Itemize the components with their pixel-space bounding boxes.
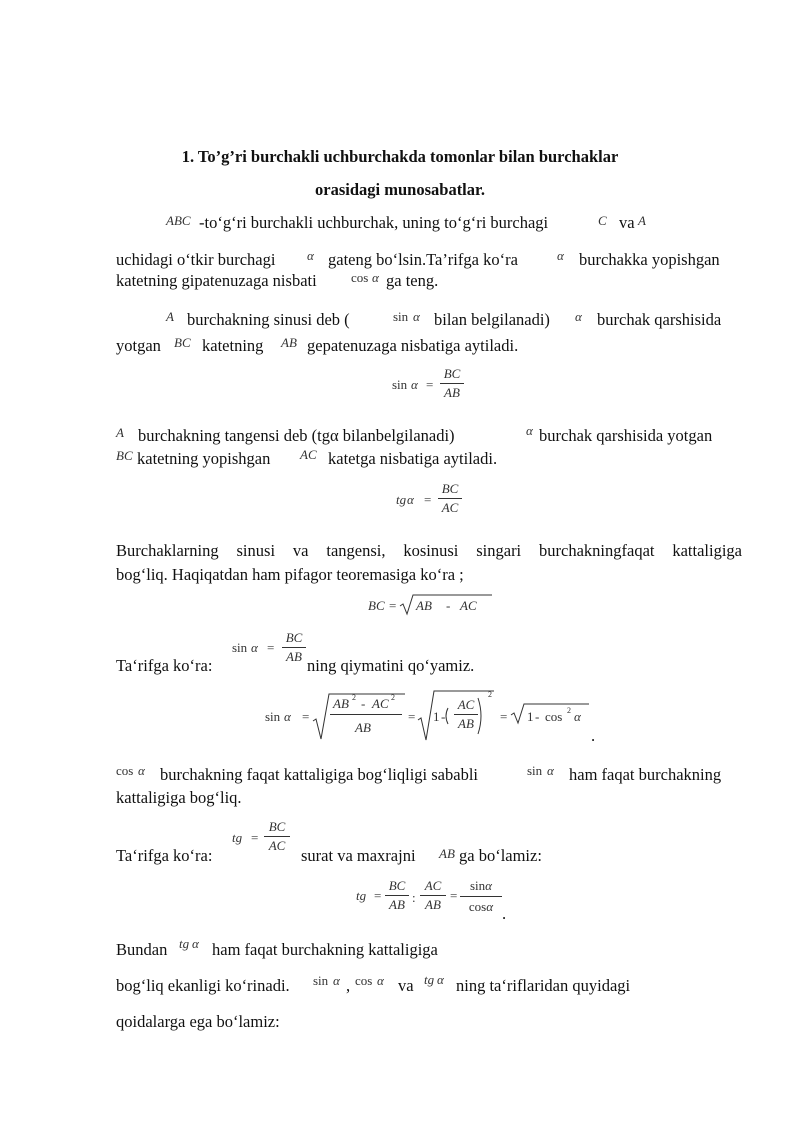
symbol-sin: sin: [313, 973, 329, 988]
f1-fraction: [440, 366, 464, 401]
f7-num-3: sin: [470, 878, 486, 893]
p3-text-3: katetning yopishgan: [137, 449, 271, 468]
f4-equals: =: [267, 640, 275, 655]
symbol-alpha: α: [372, 270, 379, 285]
f5-den-2: AB: [458, 716, 474, 731]
p5-text-1: Ta‘rifga ko‘ra:: [116, 656, 213, 675]
p6-text-3: kattaligiga bog‘liq.: [116, 788, 242, 807]
p7-text-1: Ta‘rifga ko‘ra:: [116, 846, 213, 865]
section-title-line-1: 1. To’g’ri burchakli uchburchakda tomonlar bilan burchaklar: [181, 147, 619, 166]
symbol-alpha: α: [333, 973, 340, 988]
symbol-bc: BC: [174, 335, 191, 350]
p8-text-5: qoidalarga ega bo‘lamiz:: [116, 1012, 280, 1031]
f2-equals: =: [424, 492, 432, 507]
f5-minus-1: -: [361, 696, 366, 711]
section-title-line-2: orasidagi munosabatlar.: [315, 180, 485, 199]
f7-den-1: AB: [389, 897, 405, 912]
f7-tg: tg: [356, 888, 367, 903]
p7-text-2: surat va maxrajni: [301, 846, 416, 865]
f2-fraction: [438, 481, 462, 516]
f7-den-3-alpha: α: [486, 899, 494, 914]
symbol-ac: AC: [300, 447, 317, 462]
f7-fraction-1: [385, 878, 409, 913]
p2-text-2: bilan belgilanadi): [434, 310, 550, 329]
f7-colon: :: [412, 890, 416, 905]
f5-rhs-cos: cos: [545, 709, 563, 724]
f7-num-2: AC: [424, 878, 442, 893]
f4-fraction: [282, 630, 306, 665]
symbol-alpha: α: [557, 248, 564, 263]
f5-exp-3: 2: [488, 690, 492, 699]
f7-fraction-2: [420, 878, 446, 913]
f5-sin: sin: [265, 709, 281, 724]
f2-tg: tg: [396, 492, 407, 507]
p7-text-3: ga bo‘lamiz:: [459, 846, 542, 865]
p1-text-3b: ga teng.: [386, 271, 439, 290]
p8-text-4: ning ta‘riflaridan quyidagi: [456, 976, 631, 995]
symbol-cos: cos: [355, 973, 373, 988]
p1-text-1: -to‘g‘ri burchakli uchburchak, uning to‘g‘ri burchagi: [199, 213, 549, 232]
f2-numerator: BC: [441, 481, 459, 496]
p8-text-3: bog‘liq ekanligi ko‘rinadi.: [116, 976, 290, 995]
f5-rhs-one: 1: [527, 709, 534, 724]
symbol-alpha: α: [413, 309, 420, 324]
f5-alpha-2: α: [574, 709, 581, 724]
f5-dot: .: [591, 726, 596, 745]
f2-bar: [438, 498, 462, 499]
f5-den-ab: AB: [355, 720, 371, 735]
f2-alpha: α: [407, 492, 414, 507]
symbol-tg: tg: [179, 936, 190, 951]
f3-minus: -: [446, 598, 451, 613]
p4-line-2: bog‘liq. Haqiqatdan ham pifagor teoremasiga ko‘ra ;: [116, 565, 464, 584]
symbol-alpha: α: [307, 248, 314, 263]
f7-equals-2: =: [450, 888, 458, 903]
f7-den-2: AB: [425, 897, 441, 912]
f4-sin: sin: [232, 640, 248, 655]
symbol-tg: tg: [424, 972, 435, 987]
f5-minus-3: -: [535, 709, 540, 724]
p8-text-2: ham faqat burchakning kattaligiga: [212, 940, 438, 959]
f4-denominator: AB: [286, 649, 302, 664]
f6-fraction: [264, 819, 290, 854]
f5-num-ac: AC: [372, 696, 389, 711]
p1-text-2b: gateng bo‘lsin.Ta’rifga ko‘ra: [328, 250, 518, 269]
p8-comma: ,: [346, 976, 351, 995]
p2-text-3: burchak qarshisida: [597, 310, 722, 329]
p1-text-2a: uchidagi o‘tkir burchagi: [116, 250, 276, 269]
f5-equals-2: =: [408, 709, 416, 724]
f5-exp-1: 2: [352, 693, 356, 702]
f6-bar: [264, 836, 290, 837]
f5-equals-1: =: [302, 709, 310, 724]
symbol-sin: sin: [393, 309, 409, 324]
f5-num-2: AC: [457, 697, 475, 712]
f5-exp-4: 2: [567, 706, 571, 715]
f5-fraction-2: [454, 697, 478, 732]
f1-denominator: AB: [444, 385, 460, 400]
f7-equals-1: =: [374, 888, 382, 903]
f6-tg: tg: [232, 830, 243, 845]
f7-fraction-3: [460, 878, 502, 915]
f5-equals-3: =: [500, 709, 508, 724]
f7-num-1: BC: [388, 878, 406, 893]
f3-lhs: BC: [368, 598, 385, 613]
f4-numerator: BC: [285, 630, 303, 645]
f7-den-3: cos: [468, 899, 487, 914]
f2-denominator: AC: [441, 500, 459, 515]
symbol-a: A: [638, 213, 646, 228]
p6-text-1: burchakning faqat kattaligiga bog‘liqligi sababli: [160, 765, 478, 784]
f5-exp-2: 2: [391, 693, 395, 702]
f6-equals: =: [251, 830, 259, 845]
symbol-alpha: α: [526, 423, 533, 438]
symbol-sin: sin: [527, 763, 543, 778]
p8-text-1: Bundan: [116, 940, 168, 959]
f4-alpha: α: [251, 640, 258, 655]
symbol-a: A: [166, 309, 174, 324]
symbol-abc: ABC: [166, 213, 191, 228]
p4-line-1: Burchaklarning sinusi va tangensi, kosinusi singari burchakningfaqat kattaligiga: [116, 541, 742, 560]
f7-bar-2: [420, 895, 446, 896]
symbol-c: C: [598, 213, 607, 228]
f7-bar-3: [460, 896, 502, 897]
p3-text-1: burchakning tangensi deb (tgα bilanbelgilanadi): [138, 426, 455, 445]
p3-text-2: burchak qarshisida yotgan: [539, 426, 713, 445]
symbol-cos: cos: [351, 270, 369, 285]
p2-text-1: burchakning sinusi deb (: [187, 310, 350, 329]
p2-text-6: gepatenuzaga nisbatiga aytiladi.: [307, 336, 519, 355]
f1-equals: =: [426, 377, 434, 392]
symbol-alpha: α: [437, 972, 444, 987]
symbol-alpha: α: [575, 309, 582, 324]
symbol-alpha: α: [192, 936, 199, 951]
f3-ac: AC: [460, 598, 477, 613]
symbol-alpha: α: [377, 973, 384, 988]
f6-numerator: BC: [268, 819, 286, 834]
f3-ab: AB: [416, 598, 432, 613]
f7-dot: .: [502, 904, 507, 923]
f4-bar: [282, 647, 306, 648]
f1-sin: sin: [392, 377, 408, 392]
f5-bar-1: [330, 714, 402, 715]
p1-text-2c: burchakka yopishgan: [579, 250, 720, 269]
f5-alpha: α: [284, 709, 291, 724]
p8-va: va: [398, 976, 414, 995]
f3-equals: =: [389, 598, 397, 613]
symbol-ab: AB: [281, 335, 297, 350]
symbol-a: A: [116, 425, 124, 440]
p6-text-2: ham faqat burchakning: [569, 765, 722, 784]
symbol-ab: AB: [439, 846, 455, 861]
f1-bar: [440, 383, 464, 384]
f5-num-ab: AB: [333, 696, 349, 711]
p1-va: va: [619, 213, 635, 232]
p3-text-4: katetga nisbatiga aytiladi.: [328, 449, 498, 468]
symbol-alpha: α: [138, 763, 145, 778]
f7-num-3-alpha: α: [485, 878, 492, 893]
f5-one: 1: [433, 709, 440, 724]
f5-bar-2: [454, 714, 478, 715]
f7-bar-1: [385, 895, 409, 896]
f1-numerator: BC: [443, 366, 461, 381]
p1-text-3a: katetning gipatenuzaga nisbati: [116, 271, 317, 290]
symbol-alpha: α: [547, 763, 554, 778]
f5-minus-2: -: [441, 709, 446, 724]
symbol-cos: cos: [116, 763, 134, 778]
symbol-bc: BC: [116, 448, 133, 463]
p2-text-5: katetning: [202, 336, 264, 355]
p5-text-2: ning qiymatini qo‘yamiz.: [307, 656, 475, 675]
f1-alpha: α: [411, 377, 418, 392]
f6-denominator: AC: [268, 838, 286, 853]
p2-text-4: yotgan: [116, 336, 161, 355]
